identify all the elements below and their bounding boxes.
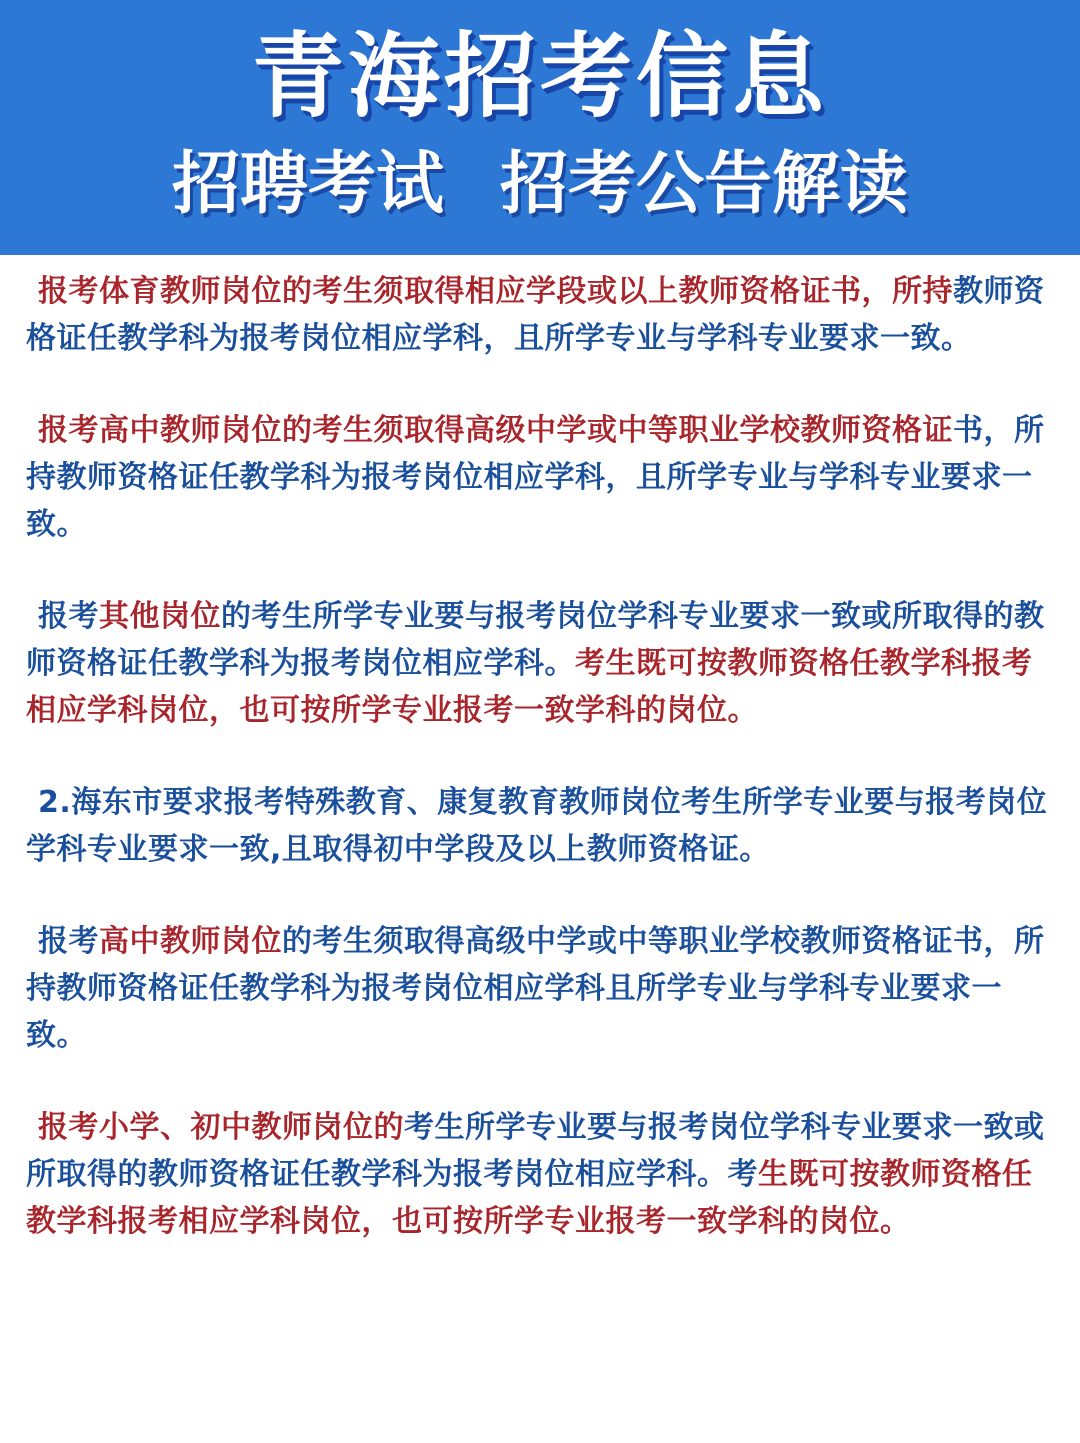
paragraph-segment: 2.海东市要求报考特殊教育、康复教育教师岗位考生所学专业要与报考岗位学科专业要求一致,且取得初中学段及以上教师资格证。 xyxy=(26,785,1048,867)
paragraph-6 xyxy=(26,1104,1054,1245)
subtitle-left: 招聘考试 xyxy=(171,145,444,224)
paragraph-segment: 高中教师岗位 xyxy=(99,924,282,959)
paragraph-segment: 报考小学、初中教师岗位的 xyxy=(38,1110,404,1145)
article-body xyxy=(26,268,1054,1290)
paragraph-segment: 的考生所学专业要与报考岗位学科专业要求一致或所取得的教师资格证任教学科为报考岗位相应学科。 xyxy=(26,599,1045,681)
subtitle-right: 招考公告解读 xyxy=(500,145,909,224)
paragraph-segment: 书，所持教师资格证任教学科为报考岗位相应学科，且所学专业与学科专业要求一致。 xyxy=(26,413,1045,542)
header-banner xyxy=(0,0,1080,255)
paragraph-segment: 的考生须取得高级中学或中等职业学校教师资格证书，所持教师资格证任教学科为报考岗位相应学科且所学专业与学科专业要求一致。 xyxy=(26,924,1045,1053)
page-title: 青海招考信息 xyxy=(251,23,828,130)
paragraph-segment: 报考 xyxy=(38,924,99,959)
paragraph-segment: 其他岗位 xyxy=(99,599,221,634)
paragraph-1 xyxy=(26,268,1054,362)
paragraph-5 xyxy=(26,918,1054,1059)
paragraph-2 xyxy=(26,407,1054,548)
paragraph-segment: 教师资格证任教学科为报考岗位相应学科，且所学专业与学科专业要求一致。 xyxy=(26,274,1045,356)
paragraph-4 xyxy=(26,779,1054,873)
paragraph-segment: 报考高中教师岗位的考生须取得高级中学或中等职业学校教师资格证 xyxy=(38,413,953,448)
paragraph-segment: 报考体育教师岗位的考生须取得相应学段或以上教师资格证书，所持 xyxy=(38,274,953,309)
paragraph-segment: 考生所学专业要与报考岗位学科专业要求一致或所取得的教师资格证任教学科为报考岗位相应学科。考 xyxy=(26,1110,1045,1192)
paragraph-3 xyxy=(26,593,1054,734)
paragraph-segment: 考生既可按教师资格任教学科报考相应学科岗位，也可按所学专业报考一致学科的岗位。 xyxy=(26,646,1033,728)
page-subtitle xyxy=(0,140,1080,230)
paragraph-segment: 报考 xyxy=(38,599,99,634)
paragraph-segment: 生既可按教师资格任教学科报考相应学科岗位，也可按所学专业报考一致学科的岗位。 xyxy=(26,1157,1033,1239)
